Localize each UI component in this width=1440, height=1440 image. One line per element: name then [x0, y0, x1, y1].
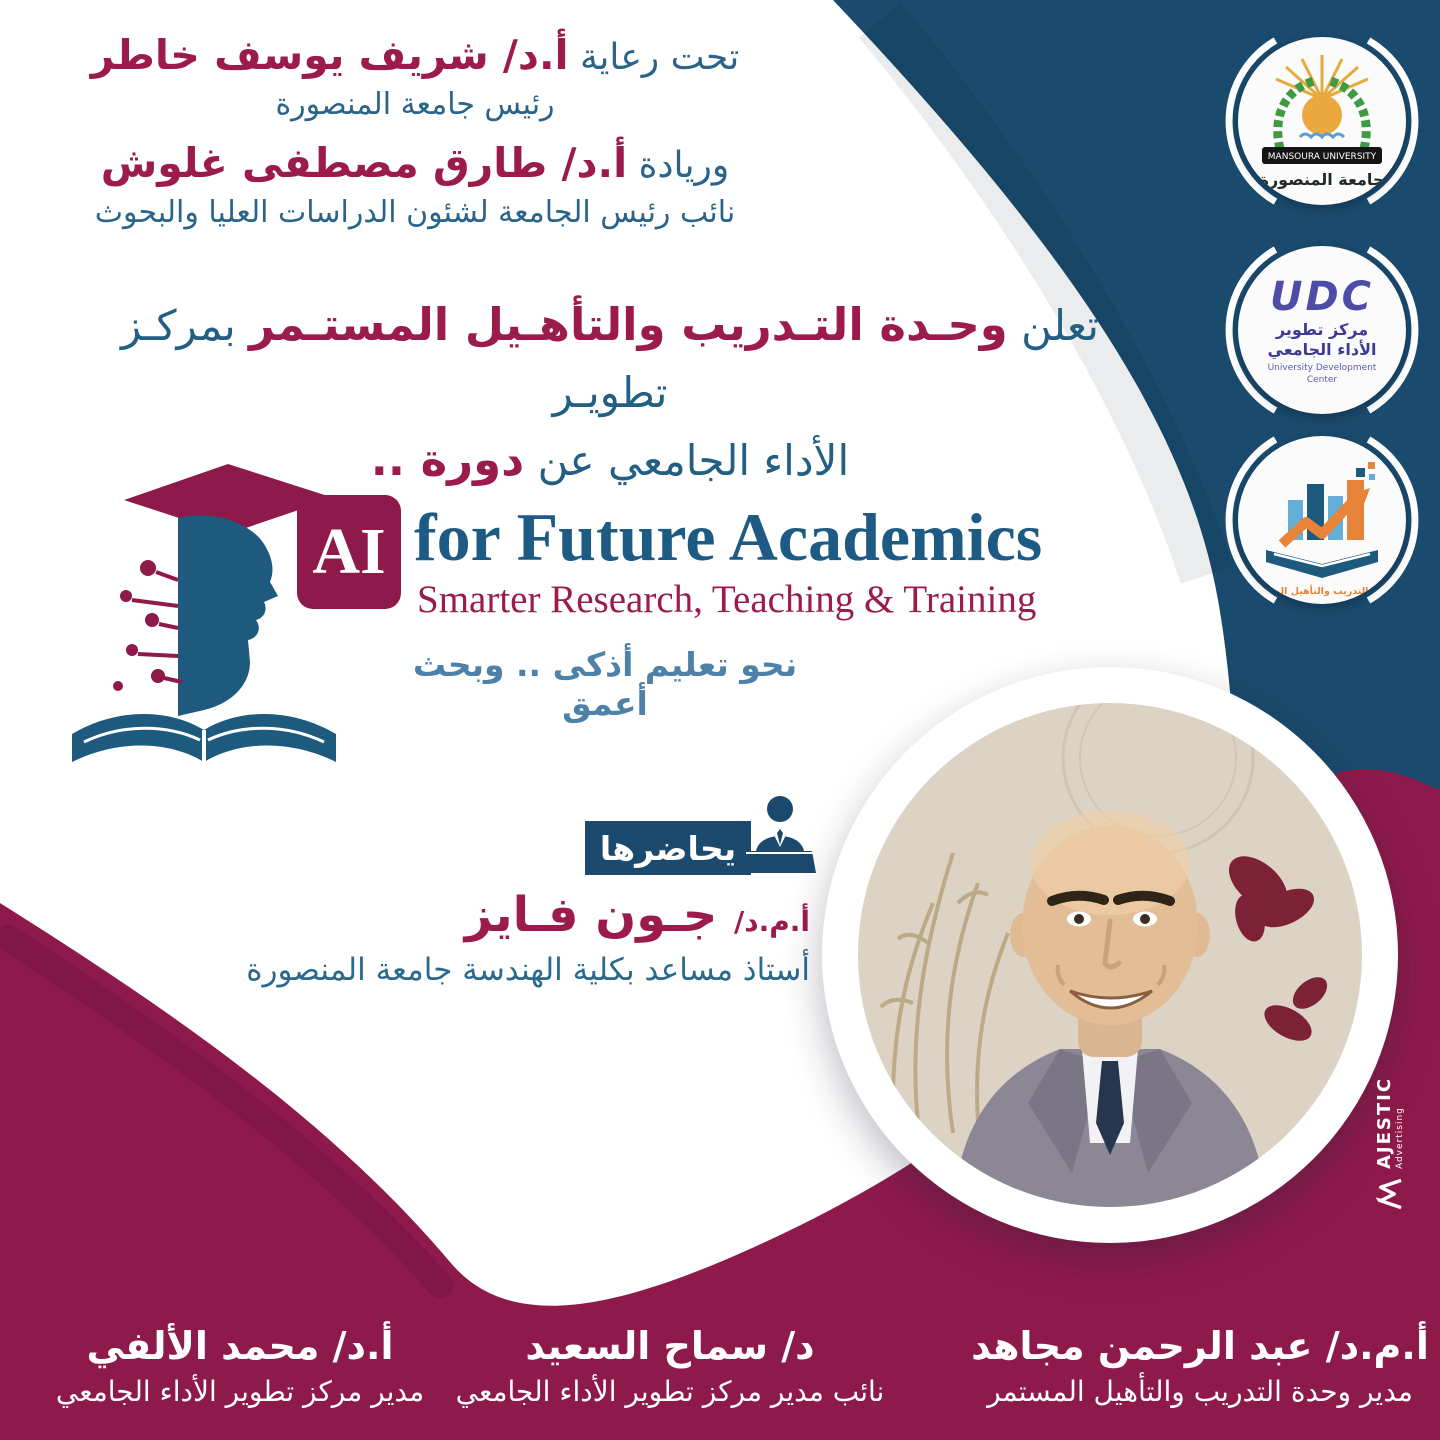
lecturer-name-text: جـون فـايز: [464, 887, 718, 943]
agency-name: AJESTIC: [1373, 1076, 1395, 1170]
course-title: for Future Academics: [414, 499, 1043, 575]
udc-english-name: University Development Center: [1267, 362, 1377, 385]
patron-prefix-2: وريادة: [638, 144, 730, 186]
person-title: نائب مدير مركز تطوير الأداء الجامعي: [455, 1375, 885, 1409]
person-name: أ.م.د/ عبد الرحمن مجاهد: [971, 1324, 1429, 1368]
lecturer-podium-icon: [744, 793, 816, 875]
sun-icon: [1302, 95, 1342, 135]
udc-arabic-line2: الأداء الجامعي: [1267, 339, 1377, 359]
face-profile-icon: [178, 516, 278, 716]
footer-person-samah: [450, 1322, 890, 1408]
lecturer-block: [180, 884, 810, 988]
lecturer-badge: يحاضرها: [585, 821, 751, 875]
mansoura-arabic-name: جامعة المنصورة: [1259, 170, 1385, 189]
patron-name-2: أ.د/ طارق مصطفى غلوش: [100, 138, 628, 187]
udc-acronym: UDC: [1269, 273, 1375, 320]
patron-prefix-1: تحت رعاية: [580, 37, 740, 78]
majestic-logo-icon: [1375, 1177, 1405, 1211]
agency-tagline: Advertising: [1394, 1107, 1405, 1170]
footer-person-alfi: [20, 1322, 460, 1408]
person-name: د/ سماح السعيد: [525, 1324, 815, 1368]
ai-badge: AI: [297, 495, 401, 609]
patronage-block: [55, 26, 775, 234]
lecturer-title: أستاذ مساعد بكلية الهندسة جامعة المنصورة: [246, 952, 810, 989]
patron-role-2: نائب رئيس الجامعة لشئون الدراسات العليا والبحوث: [94, 195, 736, 231]
course-subtitle: Smarter Research, Teaching & Training: [417, 578, 1037, 621]
udc-logo: [1238, 246, 1406, 414]
mansoura-banner-text: MANSOURA UNIVERSITY: [1267, 152, 1377, 162]
lecturer-photo: [858, 703, 1362, 1207]
lecturer-photo-frame: [822, 667, 1398, 1243]
training-unit-arabic-name: وحدة التدريب والتأهيل المستمر: [1248, 586, 1396, 597]
person-title: مدير وحدة التدريب والتأهيل المستمر: [987, 1375, 1413, 1409]
lecturer-name-prefix: أ.م.د/: [734, 905, 810, 938]
udc-arabic-line1: مركز تطوير: [1275, 319, 1369, 339]
open-book-icon: [72, 714, 336, 762]
training-unit-emblem-icon: [1238, 436, 1406, 604]
circuit-dots-icon: [113, 560, 182, 691]
patron-line-2: [55, 134, 775, 193]
announce-course-word: دورة ..: [370, 432, 525, 486]
training-unit-logo: [1238, 436, 1406, 604]
lecturer-name: [180, 884, 810, 946]
announce-unit: وحـدة التـدريب والتأهـيل المستـمر: [249, 298, 1008, 351]
patron-name-1: أ.د/ شريف يوسف خاطر: [90, 31, 569, 79]
course-tagline-arabic: نحو تعليم أذكى .. وبحث أعمق: [412, 645, 798, 723]
patron-line-1: [55, 26, 775, 85]
agency-credit: [1358, 1059, 1422, 1229]
announce-intro: تعلن: [1021, 301, 1099, 350]
person-title: مدير مركز تطوير الأداء الجامعي: [55, 1375, 425, 1409]
announce-line2: الأداء الجامعي عن: [537, 435, 850, 485]
footer-person-mogahed: [960, 1322, 1440, 1408]
mansoura-university-logo: [1238, 37, 1406, 205]
book-icon: [1266, 550, 1378, 578]
patron-role-1: رئيس جامعة المنصورة: [275, 87, 555, 123]
announce-middle: بمركـز تطويـر: [121, 301, 668, 417]
person-name: أ.د/ محمد الألفي: [86, 1324, 394, 1368]
mansoura-emblem-icon: [1238, 37, 1406, 205]
